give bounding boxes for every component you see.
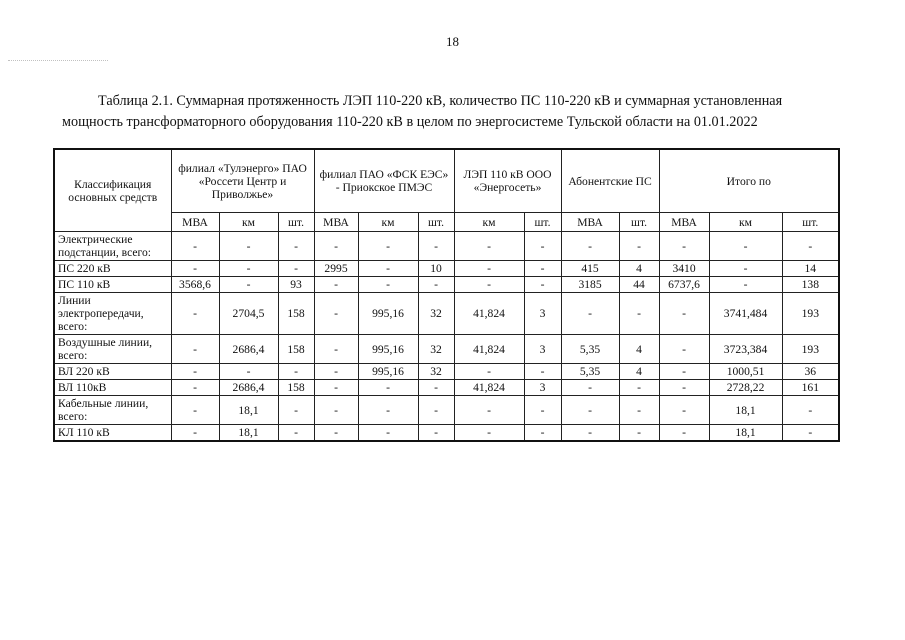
- scan-artifact: [8, 60, 108, 65]
- table-cell: 995,16: [358, 293, 418, 335]
- group-header-tulenergo: филиал «Тулэнерго» ПАО «Россети Центр и Приволжье»: [171, 149, 314, 213]
- unit-header: шт.: [418, 213, 454, 232]
- table-cell: -: [171, 364, 219, 380]
- table-cell: -: [314, 232, 358, 261]
- table-cell: 995,16: [358, 364, 418, 380]
- table-cell: -: [278, 425, 314, 442]
- table-cell: -: [358, 380, 418, 396]
- table-cell: -: [709, 232, 782, 261]
- table-cell: -: [619, 425, 659, 442]
- table-cell: -: [561, 396, 619, 425]
- table-cell: 138: [782, 277, 839, 293]
- row-label: ВЛ 110кВ: [54, 380, 171, 396]
- table-cell: -: [418, 396, 454, 425]
- table-row: [54, 380, 839, 396]
- table-cell: -: [454, 396, 524, 425]
- group-header-fsk: филиал ПАО «ФСК ЕЭС» - Приокское ПМЭС: [314, 149, 454, 213]
- table-cell: -: [171, 396, 219, 425]
- table-cell: 158: [278, 335, 314, 364]
- table-cell: -: [418, 277, 454, 293]
- table-cell: 415: [561, 261, 619, 277]
- table-cell: 193: [782, 293, 839, 335]
- table-cell: -: [314, 396, 358, 425]
- table-cell: 161: [782, 380, 839, 396]
- table-cell: 158: [278, 380, 314, 396]
- table-cell: -: [619, 232, 659, 261]
- table-cell: 3: [524, 380, 561, 396]
- table-cell: 158: [278, 293, 314, 335]
- table-cell: 18,1: [219, 425, 278, 442]
- table-cell: -: [561, 380, 619, 396]
- table-cell: -: [782, 396, 839, 425]
- table-cell: 6737,6: [659, 277, 709, 293]
- table-cell: -: [219, 277, 278, 293]
- table-cell: -: [454, 261, 524, 277]
- table-cell: 3723,384: [709, 335, 782, 364]
- table-cell: -: [314, 335, 358, 364]
- unit-header: шт.: [524, 213, 561, 232]
- table-cell: -: [278, 232, 314, 261]
- table-cell: 4: [619, 261, 659, 277]
- table-cell: -: [454, 232, 524, 261]
- group-header-total: Итого по: [659, 149, 839, 213]
- classification-header: Классификация основных средств: [54, 149, 171, 232]
- table-cell: -: [659, 396, 709, 425]
- table-cell: 10: [418, 261, 454, 277]
- table-cell: 2995: [314, 261, 358, 277]
- table-cell: 3568,6: [171, 277, 219, 293]
- table-cell: -: [659, 293, 709, 335]
- table-cell: 32: [418, 335, 454, 364]
- table-cell: 3741,484: [709, 293, 782, 335]
- table-cell: 4: [619, 364, 659, 380]
- table-caption: [62, 91, 852, 133]
- table-cell: -: [358, 396, 418, 425]
- table-cell: -: [454, 425, 524, 442]
- caption-line-1: Таблица 2.1. Суммарная протяженность ЛЭП 110-220 кВ, количество ПС 110-220 кВ и суммарная установленная: [98, 93, 783, 109]
- table-cell: -: [561, 232, 619, 261]
- page-number: 18: [446, 34, 459, 49]
- table-cell: -: [659, 425, 709, 442]
- table-cell: -: [171, 293, 219, 335]
- table-row: [54, 277, 839, 293]
- row-label: Кабельные линии, всего:: [54, 396, 171, 425]
- table-cell: -: [454, 364, 524, 380]
- table-cell: 18,1: [219, 396, 278, 425]
- row-label: ПС 220 кВ: [54, 261, 171, 277]
- table-row: [54, 425, 839, 442]
- table-row: [54, 364, 839, 380]
- table-cell: -: [358, 232, 418, 261]
- table-cell: -: [358, 261, 418, 277]
- caption-line-2: мощность трансформаторного оборудования 110-220 кВ в целом по энергосистеме Тульской области на 01.01.2022: [62, 114, 758, 130]
- table-cell: 995,16: [358, 335, 418, 364]
- unit-header: МВА: [659, 213, 709, 232]
- table-cell: -: [659, 232, 709, 261]
- table-cell: 2686,4: [219, 380, 278, 396]
- table-row: [54, 293, 839, 335]
- table-cell: -: [561, 293, 619, 335]
- table-cell: -: [314, 293, 358, 335]
- table-cell: -: [561, 425, 619, 442]
- unit-header: шт.: [619, 213, 659, 232]
- unit-header: км: [358, 213, 418, 232]
- unit-header: МВА: [171, 213, 219, 232]
- table-cell: 5,35: [561, 364, 619, 380]
- table-cell: -: [524, 261, 561, 277]
- table-row: [54, 232, 839, 261]
- table-cell: 3: [524, 335, 561, 364]
- table-cell: -: [782, 232, 839, 261]
- table-cell: 2728,22: [709, 380, 782, 396]
- table-row: [54, 396, 839, 425]
- row-label: Воздушные линии, всего:: [54, 335, 171, 364]
- table-cell: -: [659, 335, 709, 364]
- row-label: Линии электропередачи, всего:: [54, 293, 171, 335]
- table-cell: -: [278, 364, 314, 380]
- table-cell: -: [418, 425, 454, 442]
- table-cell: -: [171, 335, 219, 364]
- table-cell: -: [659, 380, 709, 396]
- table-cell: -: [314, 277, 358, 293]
- table-cell: -: [619, 380, 659, 396]
- table-cell: -: [524, 232, 561, 261]
- table-cell: 3410: [659, 261, 709, 277]
- table-cell: 41,824: [454, 335, 524, 364]
- units-header-row: [54, 213, 839, 232]
- table-cell: -: [278, 396, 314, 425]
- unit-header: км: [454, 213, 524, 232]
- table-cell: -: [219, 232, 278, 261]
- table-cell: -: [314, 364, 358, 380]
- table-cell: 93: [278, 277, 314, 293]
- table-cell: -: [524, 396, 561, 425]
- table-cell: -: [171, 425, 219, 442]
- table-cell: -: [619, 293, 659, 335]
- table-cell: 41,824: [454, 380, 524, 396]
- table-cell: 3185: [561, 277, 619, 293]
- row-label: КЛ 110 кВ: [54, 425, 171, 442]
- table-row: [54, 335, 839, 364]
- table-cell: 18,1: [709, 396, 782, 425]
- table-cell: -: [314, 380, 358, 396]
- table-cell: -: [524, 364, 561, 380]
- table-cell: -: [358, 277, 418, 293]
- table-cell: -: [418, 380, 454, 396]
- table-cell: -: [171, 261, 219, 277]
- table-cell: -: [709, 277, 782, 293]
- table-cell: 32: [418, 293, 454, 335]
- unit-header: км: [219, 213, 278, 232]
- table-cell: -: [709, 261, 782, 277]
- table-cell: 36: [782, 364, 839, 380]
- table-cell: -: [782, 425, 839, 442]
- unit-header: шт.: [278, 213, 314, 232]
- table-cell: -: [219, 364, 278, 380]
- row-label: ВЛ 220 кВ: [54, 364, 171, 380]
- table-cell: 14: [782, 261, 839, 277]
- row-label: Электрические подстанции, всего:: [54, 232, 171, 261]
- table-cell: -: [524, 277, 561, 293]
- table-row: [54, 261, 839, 277]
- row-label: ПС 110 кВ: [54, 277, 171, 293]
- table-cell: 41,824: [454, 293, 524, 335]
- table-cell: 4: [619, 335, 659, 364]
- table-cell: -: [278, 261, 314, 277]
- group-header-subscriber-ps: Абонентские ПС: [561, 149, 659, 213]
- table-cell: -: [171, 380, 219, 396]
- table-cell: 3: [524, 293, 561, 335]
- unit-header: МВА: [314, 213, 358, 232]
- table-cell: -: [219, 261, 278, 277]
- table-cell: -: [314, 425, 358, 442]
- table-cell: 1000,51: [709, 364, 782, 380]
- table-cell: 2704,5: [219, 293, 278, 335]
- table-cell: -: [418, 232, 454, 261]
- table-cell: -: [659, 364, 709, 380]
- table-cell: -: [171, 232, 219, 261]
- table-cell: 18,1: [709, 425, 782, 442]
- group-header-row: [54, 149, 839, 213]
- unit-header: МВА: [561, 213, 619, 232]
- table-cell: 5,35: [561, 335, 619, 364]
- table-cell: 2686,4: [219, 335, 278, 364]
- table-cell: -: [358, 425, 418, 442]
- summary-table: [53, 148, 840, 442]
- table-cell: -: [619, 396, 659, 425]
- table-cell: -: [454, 277, 524, 293]
- table-cell: 193: [782, 335, 839, 364]
- unit-header: км: [709, 213, 782, 232]
- group-header-energoset: ЛЭП 110 кВ ООО «Энергосеть»: [454, 149, 561, 213]
- table-cell: 44: [619, 277, 659, 293]
- table-cell: -: [524, 425, 561, 442]
- table-body: [54, 232, 839, 442]
- unit-header: шт.: [782, 213, 839, 232]
- table-cell: 32: [418, 364, 454, 380]
